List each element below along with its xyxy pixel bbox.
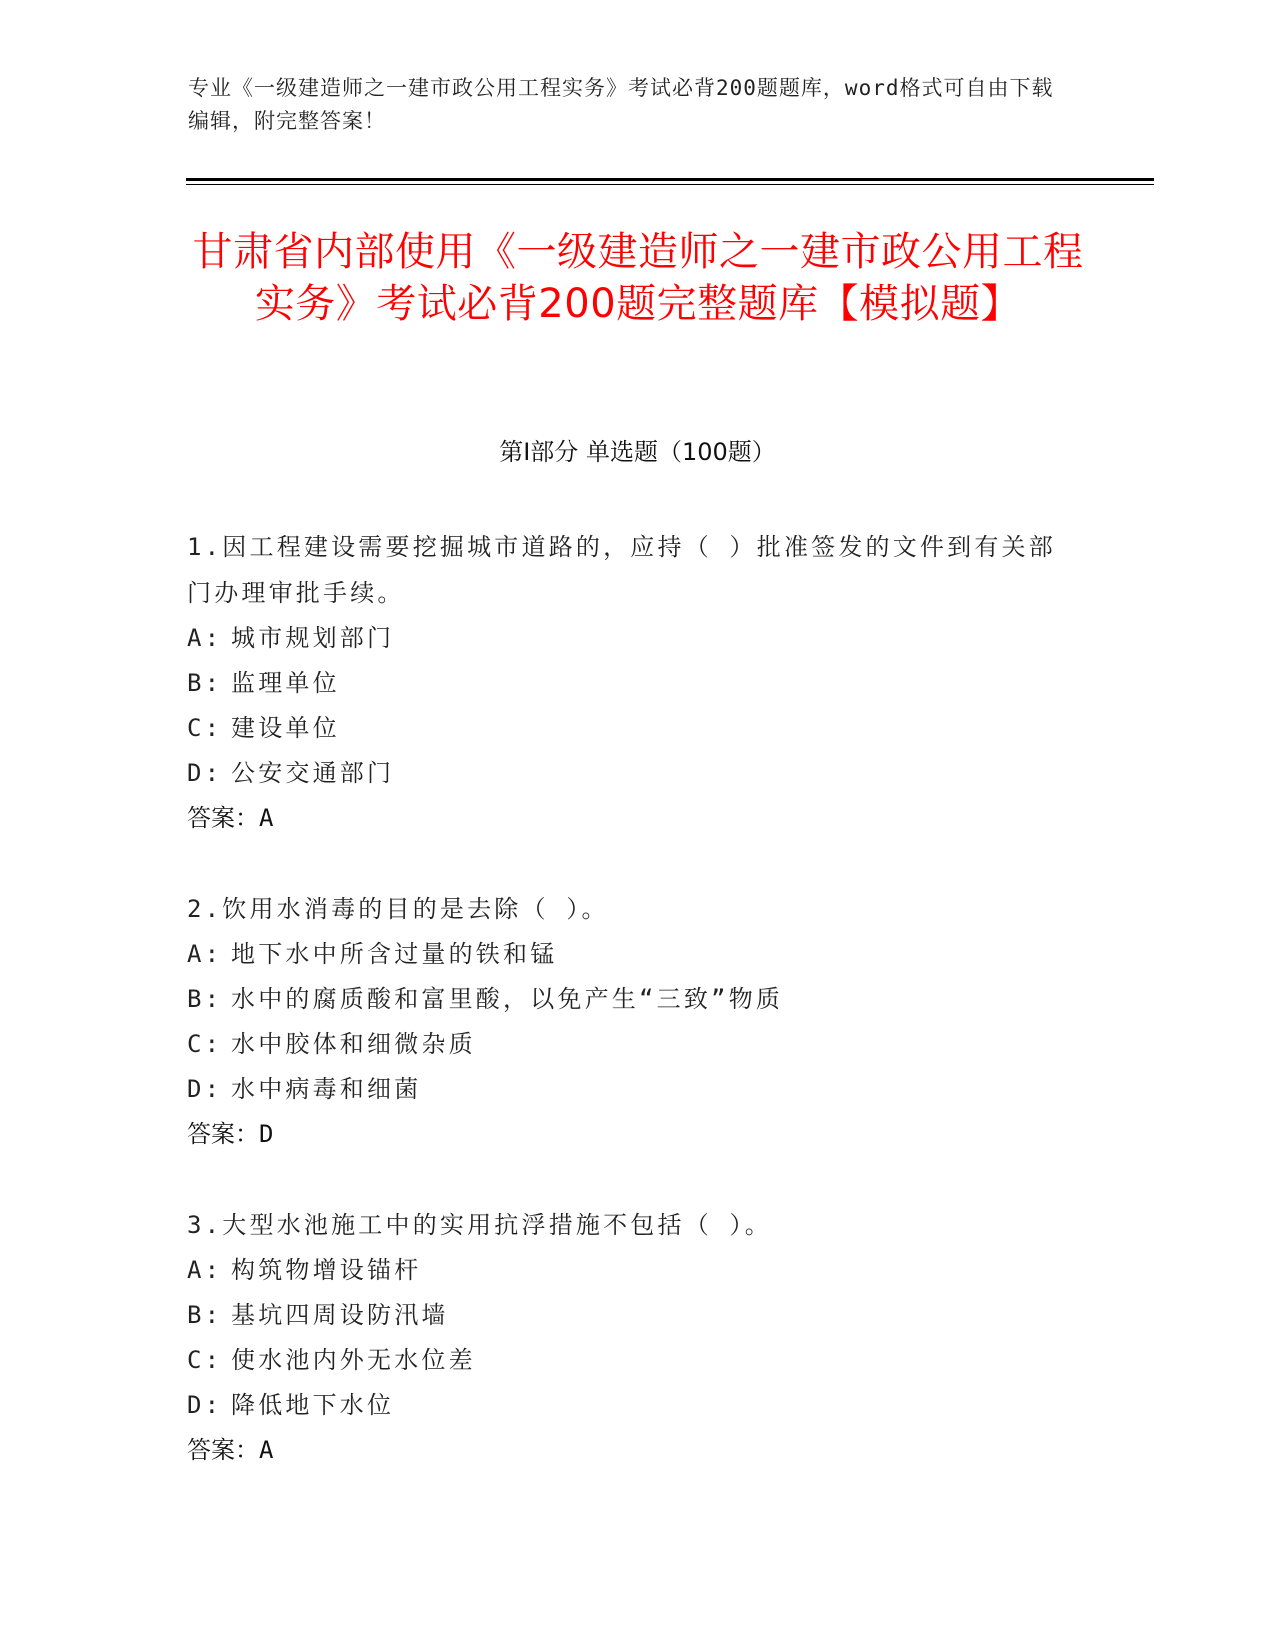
option-d	[187, 1067, 1067, 1112]
document-title: 甘肃省内部使用《一级建造师之一建市政公用工程实务》考试必背200题完整题库【模拟题】	[192, 229, 1084, 327]
question-list	[187, 524, 1067, 1518]
option-letter: B:	[187, 669, 223, 697]
option-text: 构筑物增设锚杆	[231, 1256, 422, 1284]
option-letter: D:	[187, 1075, 223, 1103]
option-text: 使水池内外无水位差	[231, 1346, 476, 1374]
question-stem: 2.饮用水消毒的目的是去除（ ）。	[187, 895, 609, 923]
option-a	[187, 932, 1067, 977]
option-letter: C:	[187, 1030, 223, 1058]
option-letter: A:	[187, 1256, 223, 1284]
answer-line	[187, 796, 1067, 841]
option-text: 公安交通部门	[231, 759, 395, 787]
option-c	[187, 706, 1067, 751]
option-text: 监理单位	[231, 669, 340, 697]
option-d	[187, 1383, 1067, 1428]
option-text: 水中病毒和细菌	[231, 1075, 422, 1103]
answer-label: 答案：	[187, 1120, 259, 1148]
option-b	[187, 1293, 1067, 1338]
question-stem: 1.因工程建设需要挖掘城市道路的，应持（ ）批准签发的文件到有关部门办理审批手续。	[187, 533, 1056, 607]
option-a	[187, 1248, 1067, 1293]
option-letter: C:	[187, 1346, 223, 1374]
answer-label: 答案：	[187, 1436, 259, 1464]
option-text: 水中胶体和细微杂质	[231, 1030, 476, 1058]
answer-value: D	[259, 1120, 274, 1148]
answer-label: 答案：	[187, 804, 259, 832]
question-stem: 3.大型水池施工中的实用抗浮措施不包括（ ）。	[187, 1211, 772, 1239]
answer-value: A	[259, 804, 274, 832]
header-rule-thick	[186, 178, 1154, 181]
option-text: 降低地下水位	[231, 1391, 395, 1419]
header-rule-thin	[186, 184, 1154, 185]
question-1	[187, 524, 1067, 841]
answer-value: A	[259, 1436, 274, 1464]
option-text: 建设单位	[231, 714, 340, 742]
option-text: 地下水中所含过量的铁和锰	[231, 940, 558, 968]
option-text: 水中的腐质酸和富里酸，以免产生“三致”物质	[231, 985, 784, 1013]
option-c	[187, 1022, 1067, 1067]
option-letter: D:	[187, 1391, 223, 1419]
option-letter: A:	[187, 624, 223, 652]
option-letter: B:	[187, 985, 223, 1013]
option-b	[187, 661, 1067, 706]
option-letter: C:	[187, 714, 223, 742]
question-2	[187, 886, 1067, 1157]
header-note: 专业《一级建造师之一建市政公用工程实务》考试必背200题题库，word格式可自由下载编辑，附完整答案！	[188, 76, 1054, 133]
option-a	[187, 616, 1067, 661]
option-letter: D:	[187, 759, 223, 787]
section-heading: 第I部分 单选题（100题）	[499, 438, 776, 466]
option-letter: A:	[187, 940, 223, 968]
answer-line	[187, 1428, 1067, 1473]
question-3	[187, 1202, 1067, 1473]
option-letter: B:	[187, 1301, 223, 1329]
option-c	[187, 1338, 1067, 1383]
option-d	[187, 751, 1067, 796]
option-text: 基坑四周设防汛墙	[231, 1301, 449, 1329]
answer-line	[187, 1112, 1067, 1157]
option-text: 城市规划部门	[231, 624, 395, 652]
option-b	[187, 977, 1067, 1022]
